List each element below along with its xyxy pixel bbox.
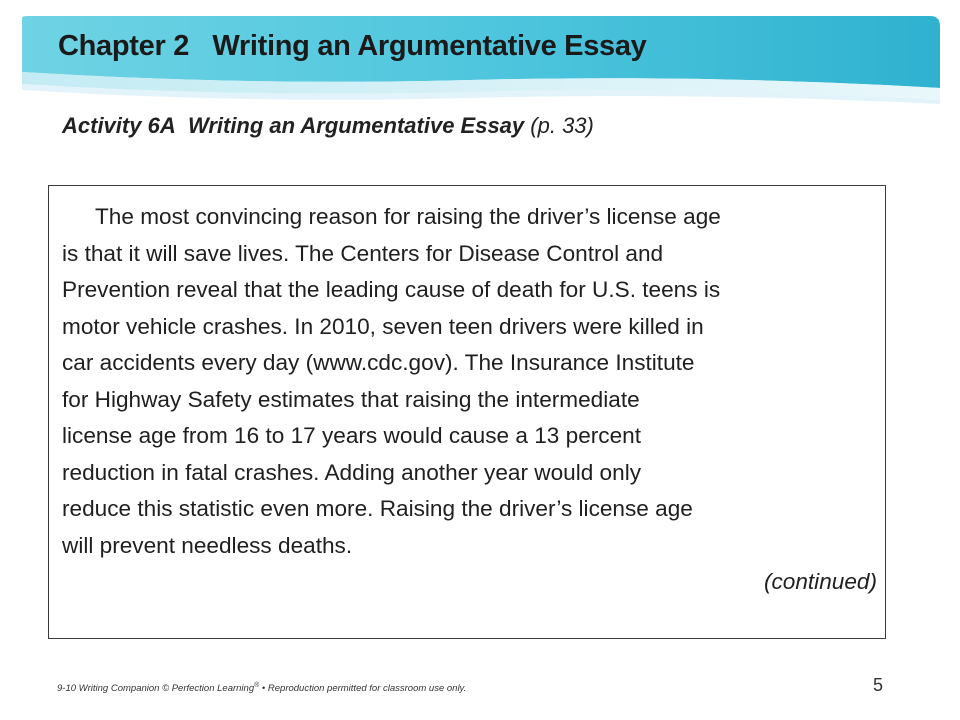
page-number: 5	[873, 675, 884, 695]
continued-label: (continued)	[763, 569, 877, 594]
activity-heading	[62, 113, 594, 139]
footer-copyright	[57, 682, 466, 694]
activity-page-ref: (p. 33)	[530, 113, 594, 138]
chapter-title	[58, 30, 647, 63]
essay-line: The most convincing reason for raising the driver’s license age	[95, 204, 721, 229]
essay-line: reduce this statistic even more. Raising the driver’s license age	[62, 496, 693, 521]
essay-text-box	[48, 185, 886, 639]
activity-title: Writing an Argumentative Essay	[187, 113, 525, 138]
registered-mark: ®	[254, 682, 260, 689]
essay-line: will prevent needless deaths.	[62, 532, 353, 558]
activity-label: Activity 6A	[62, 113, 176, 138]
essay-line: reduction in fatal crashes. Adding another year would only	[62, 459, 642, 485]
chapter-label: Chapter 2	[58, 30, 190, 62]
essay-line: motor vehicle crashes. In 2010, seven teen drivers were killed in	[62, 313, 704, 339]
essay-line: is that it will save lives. The Centers for Disease Control and	[62, 240, 664, 266]
chapter-name: Writing an Argumentative Essay	[212, 30, 647, 62]
essay-line: Prevention reveal that the leading cause of death for U.S. teens is	[62, 277, 721, 302]
footer-copyright-b: • Reproduction permitted for classroom use only.	[259, 683, 467, 695]
essay-line: car accidents every day (www.cdc.gov). The Insurance Institute	[62, 350, 695, 375]
essay-line: for Highway Safety estimates that raising the intermediate	[62, 386, 640, 412]
footer-copyright-a: 9-10 Writing Companion © Perfection Learning	[57, 683, 255, 695]
essay-paragraph	[62, 199, 877, 564]
essay-line: license age from 16 to 17 years would cause a 13 percent	[62, 423, 641, 448]
